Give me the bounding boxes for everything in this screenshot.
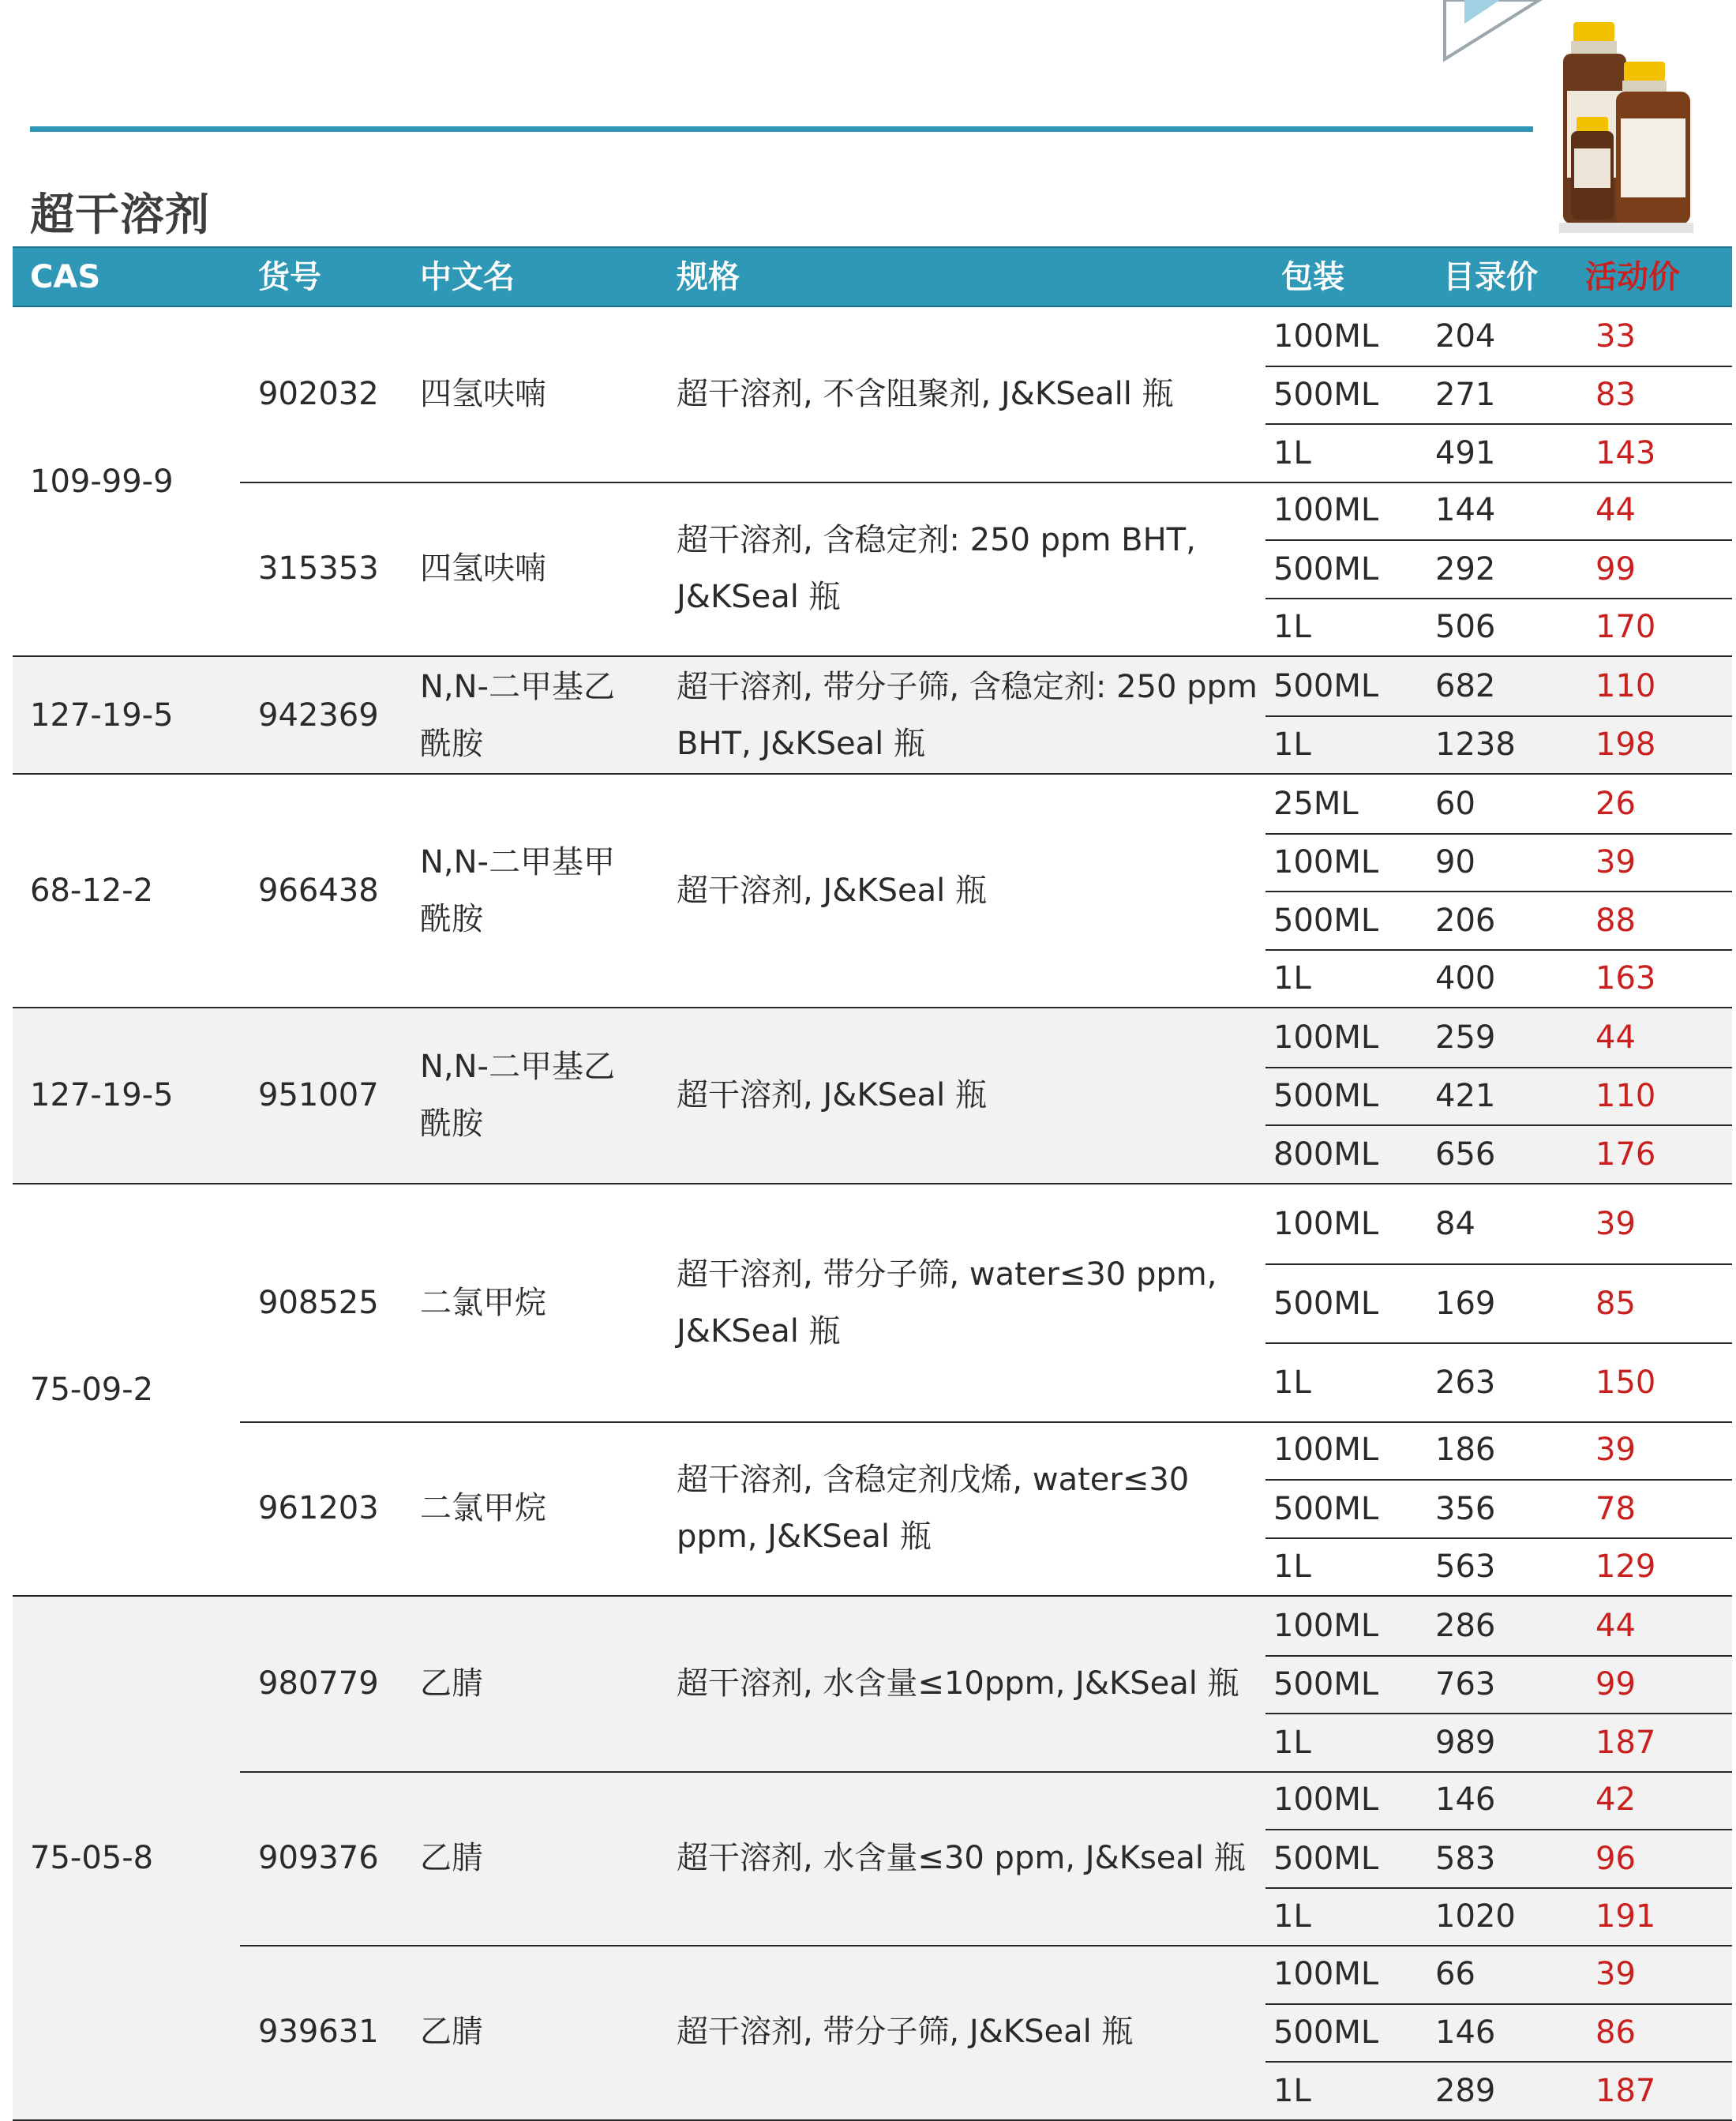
product-price-table (13, 246, 1732, 2121)
list-price: 186 (1435, 1432, 1496, 1469)
specification: 超干溶剂, 含稳定剂戊烯, water≤30 ppm, J&KSeal 瓶 (677, 1461, 1190, 1555)
package-row (1265, 2061, 1732, 2119)
specification: 超干溶剂, J&KSeal 瓶 (677, 1077, 987, 1114)
package-row (1265, 1945, 1732, 2003)
promo-price: 33 (1595, 317, 1636, 355)
package-size: 100ML (1273, 492, 1379, 529)
item-number: 942369 (258, 696, 379, 734)
package-row (1265, 833, 1732, 892)
list-price: 563 (1435, 1549, 1496, 1586)
package-size: 500ML (1273, 2014, 1379, 2052)
package-list (1265, 1421, 1732, 1596)
package-size: 500ML (1273, 902, 1379, 939)
list-price: 263 (1435, 1364, 1496, 1401)
product-row (13, 1945, 1732, 2119)
package-size: 1L (1273, 609, 1311, 646)
header-package: 包装 (1281, 259, 1344, 295)
promo-price: 187 (1595, 1724, 1656, 1761)
package-list (1265, 1184, 1732, 1421)
promo-price: 99 (1595, 1666, 1636, 1703)
specification: 超干溶剂, 水含量≤30 ppm, J&Kseal 瓶 (677, 1839, 1246, 1876)
header-promo-price: 活动价 (1585, 259, 1680, 295)
package-row (1265, 1887, 1732, 1946)
cas-number: 75-09-2 (30, 1371, 154, 1408)
package-row (1265, 1829, 1732, 1887)
package-list (1265, 307, 1732, 482)
cas-group (13, 1008, 1732, 1184)
cas-group (13, 1597, 1732, 2121)
list-price: 259 (1435, 1019, 1496, 1056)
corner-decoration (1421, 0, 1563, 71)
item-number: 908525 (258, 1284, 379, 1321)
promo-price: 44 (1595, 1607, 1636, 1644)
package-row (1265, 1067, 1732, 1125)
cas-number: 68-12-2 (30, 873, 154, 909)
package-size: 100ML (1273, 1955, 1379, 1992)
package-size: 500ML (1273, 1666, 1379, 1703)
package-row (1265, 1008, 1732, 1067)
package-row (1265, 949, 1732, 1008)
package-row (1265, 2003, 1732, 2062)
list-price: 90 (1435, 844, 1475, 881)
product-row (13, 307, 1732, 482)
cas-group (13, 307, 1732, 657)
promo-price: 150 (1595, 1364, 1656, 1401)
list-price: 583 (1435, 1840, 1496, 1877)
chinese-name: N,N-二甲基乙酰胺 (420, 668, 615, 762)
item-number: 939631 (258, 2014, 379, 2051)
cas-number: 109-99-9 (30, 463, 174, 500)
chinese-name: N,N-二甲基甲酰胺 (420, 844, 615, 937)
package-row (1265, 366, 1732, 424)
package-size: 1L (1273, 726, 1311, 764)
package-row (1265, 775, 1732, 833)
solvent-bottles-image (1559, 16, 1693, 233)
package-row (1265, 1771, 1732, 1830)
promo-price: 99 (1595, 550, 1636, 587)
chinese-name: N,N-二甲基乙酰胺 (420, 1049, 615, 1143)
specification: 超干溶剂, 带分子筛, J&KSeal 瓶 (677, 2014, 1134, 2051)
list-price: 146 (1435, 2014, 1496, 2052)
package-size: 800ML (1273, 1136, 1379, 1173)
package-size: 500ML (1273, 1078, 1379, 1115)
item-number: 315353 (258, 550, 379, 587)
list-price: 506 (1435, 609, 1496, 646)
package-list (1265, 1008, 1732, 1183)
list-price: 656 (1435, 1136, 1496, 1173)
promo-price: 39 (1595, 844, 1636, 881)
promo-price: 170 (1595, 609, 1656, 646)
list-price: 144 (1435, 492, 1496, 529)
chinese-name: 二氯甲烷 (420, 1489, 546, 1526)
promo-price: 83 (1595, 377, 1636, 414)
promo-price: 110 (1595, 667, 1656, 704)
package-row (1265, 423, 1732, 482)
list-price: 60 (1435, 785, 1475, 822)
list-price: 989 (1435, 1724, 1496, 1761)
specification: 超干溶剂, 水含量≤10ppm, J&KSeal 瓶 (677, 1665, 1239, 1702)
cas-number: 127-19-5 (30, 696, 174, 734)
package-size: 100ML (1273, 1019, 1379, 1056)
package-size: 1L (1273, 1724, 1311, 1761)
chinese-name: 乙腈 (420, 1839, 483, 1876)
package-row (1265, 482, 1732, 540)
package-row (1265, 891, 1732, 949)
promo-price: 42 (1595, 1781, 1636, 1819)
cas-number: 75-05-8 (30, 1839, 154, 1876)
package-row (1265, 1342, 1732, 1421)
list-price: 491 (1435, 434, 1496, 471)
package-row (1265, 1124, 1732, 1183)
promo-price: 198 (1595, 726, 1656, 764)
list-price: 356 (1435, 1490, 1496, 1527)
package-list (1265, 1771, 1732, 1946)
promo-price: 39 (1595, 1432, 1636, 1469)
package-size: 100ML (1273, 1781, 1379, 1819)
specification: 超干溶剂, J&KSeal 瓶 (677, 873, 987, 909)
list-price: 206 (1435, 902, 1496, 939)
product-row (13, 657, 1732, 773)
header-spec: 规格 (677, 259, 740, 295)
list-price: 146 (1435, 1781, 1496, 1819)
package-size: 100ML (1273, 1205, 1379, 1242)
chinese-name: 四氢呋喃 (420, 376, 546, 413)
list-price: 421 (1435, 1078, 1496, 1115)
chinese-name: 二氯甲烷 (420, 1284, 546, 1321)
list-price: 763 (1435, 1666, 1496, 1703)
package-row (1265, 1655, 1732, 1714)
item-number: 966438 (258, 873, 379, 909)
header-list-price: 目录价 (1443, 259, 1538, 295)
package-row (1265, 539, 1732, 598)
promo-price: 191 (1595, 1898, 1656, 1935)
header-item-no: 货号 (258, 259, 321, 295)
product-row (13, 482, 1732, 656)
list-price: 204 (1435, 317, 1496, 355)
package-row (1265, 1537, 1732, 1596)
list-price: 292 (1435, 550, 1496, 587)
package-row (1265, 715, 1732, 774)
list-price: 271 (1435, 377, 1496, 414)
promo-price: 176 (1595, 1136, 1656, 1173)
package-size: 1L (1273, 2072, 1311, 2109)
package-row (1265, 1479, 1732, 1537)
list-price: 286 (1435, 1607, 1496, 1644)
specification: 超干溶剂, 含稳定剂: 250 ppm BHT, J&KSeal 瓶 (677, 521, 1196, 615)
package-size: 100ML (1273, 1432, 1379, 1469)
promo-price: 44 (1595, 1019, 1636, 1056)
package-list (1265, 482, 1732, 656)
promo-price: 163 (1595, 960, 1656, 997)
chinese-name: 乙腈 (420, 2014, 483, 2051)
package-size: 1L (1273, 1549, 1311, 1586)
promo-price: 39 (1595, 1205, 1636, 1242)
cas-number: 127-19-5 (30, 1077, 174, 1114)
table-body (13, 307, 1732, 2121)
package-row (1265, 1713, 1732, 1771)
list-price: 682 (1435, 667, 1496, 704)
package-row (1265, 1263, 1732, 1342)
list-price: 169 (1435, 1285, 1496, 1322)
package-size: 500ML (1273, 667, 1379, 704)
package-row (1265, 1597, 1732, 1655)
package-row (1265, 1421, 1732, 1480)
cas-group (13, 1184, 1732, 1597)
promo-price: 187 (1595, 2072, 1656, 2109)
list-price: 1020 (1435, 1898, 1516, 1935)
item-number: 961203 (258, 1489, 379, 1526)
package-list (1265, 657, 1732, 773)
package-size: 25ML (1273, 785, 1359, 822)
promo-price: 129 (1595, 1549, 1656, 1586)
package-list (1265, 1945, 1732, 2119)
cas-group (13, 657, 1732, 775)
table-header (13, 246, 1732, 307)
package-list (1265, 775, 1732, 1007)
promo-price: 26 (1595, 785, 1636, 822)
package-size: 500ML (1273, 550, 1379, 587)
promo-price: 143 (1595, 434, 1656, 471)
promo-price: 96 (1595, 1840, 1636, 1877)
package-size: 500ML (1273, 1490, 1379, 1527)
package-row (1265, 598, 1732, 656)
package-size: 100ML (1273, 844, 1379, 881)
promo-price: 39 (1595, 1955, 1636, 1992)
package-size: 1L (1273, 1898, 1311, 1935)
package-size: 500ML (1273, 377, 1379, 414)
product-row (13, 1597, 1732, 1771)
promo-price: 86 (1595, 2014, 1636, 2052)
list-price: 289 (1435, 2072, 1496, 2109)
specification: 超干溶剂, 带分子筛, water≤30 ppm, J&KSeal 瓶 (677, 1256, 1217, 1350)
promo-price: 44 (1595, 492, 1636, 529)
package-size: 1L (1273, 1364, 1311, 1401)
title-rule (30, 126, 1533, 132)
package-size: 1L (1273, 434, 1311, 471)
item-number: 980779 (258, 1665, 379, 1702)
package-list (1265, 1597, 1732, 1771)
specification: 超干溶剂, 不含阻聚剂, J&KSeall 瓶 (677, 376, 1174, 413)
promo-price: 85 (1595, 1285, 1636, 1322)
item-number: 951007 (258, 1077, 379, 1114)
list-price: 66 (1435, 1955, 1475, 1992)
package-size: 100ML (1273, 1607, 1379, 1644)
list-price: 400 (1435, 960, 1496, 997)
package-row (1265, 1184, 1732, 1263)
product-row (13, 1184, 1732, 1421)
package-row (1265, 657, 1732, 715)
package-row (1265, 307, 1732, 366)
item-number: 909376 (258, 1839, 379, 1876)
product-row (13, 1008, 1732, 1183)
package-size: 500ML (1273, 1840, 1379, 1877)
promo-price: 110 (1595, 1078, 1656, 1115)
header-cas: CAS (30, 259, 101, 295)
item-number: 902032 (258, 376, 379, 413)
header-cn-name: 中文名 (420, 259, 515, 295)
package-size: 100ML (1273, 317, 1379, 355)
chinese-name: 四氢呋喃 (420, 550, 546, 587)
specification: 超干溶剂, 带分子筛, 含稳定剂: 250 ppm BHT, J&KSeal 瓶 (677, 668, 1258, 762)
list-price: 84 (1435, 1205, 1475, 1242)
package-size: 1L (1273, 960, 1311, 997)
cas-group (13, 775, 1732, 1008)
chinese-name: 乙腈 (420, 1665, 483, 1702)
product-row (13, 775, 1732, 1007)
package-size: 500ML (1273, 1285, 1379, 1322)
list-price: 1238 (1435, 726, 1516, 764)
product-row (13, 1771, 1732, 1946)
promo-price: 78 (1595, 1490, 1636, 1527)
product-row (13, 1421, 1732, 1596)
section-title: 超干溶剂 (30, 190, 210, 241)
promo-price: 88 (1595, 902, 1636, 939)
